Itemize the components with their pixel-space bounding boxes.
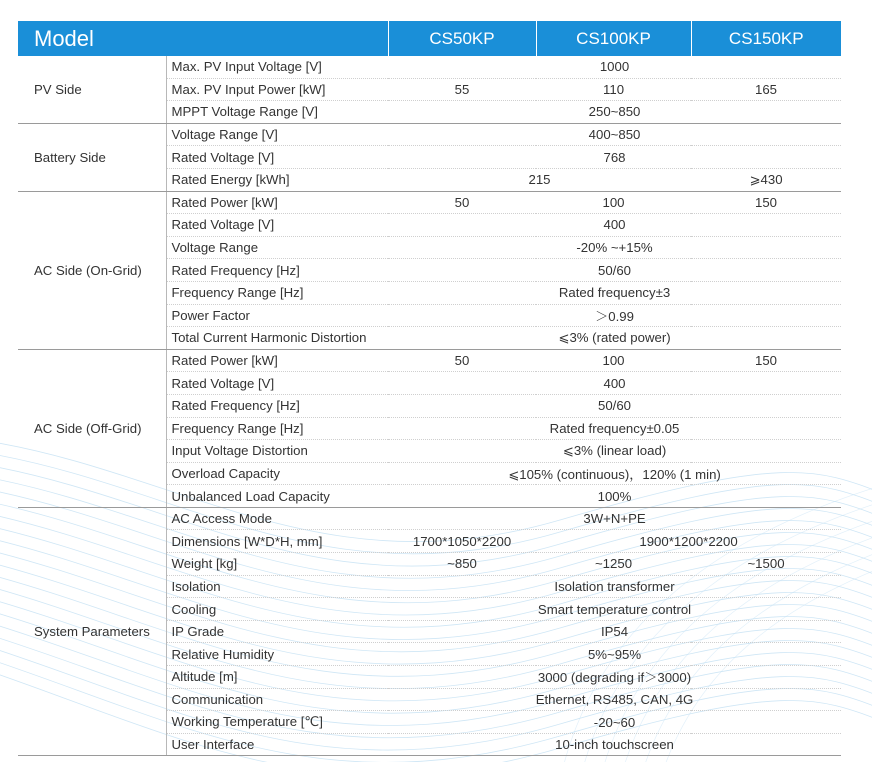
parameter-name: Rated Voltage [V] bbox=[166, 214, 388, 237]
parameter-name: Rated Frequency [Hz] bbox=[166, 394, 388, 417]
section-label: Battery Side bbox=[18, 123, 166, 191]
parameter-name: Voltage Range bbox=[166, 236, 388, 259]
parameter-value: Smart temperature control bbox=[388, 598, 841, 621]
spec-row bbox=[18, 56, 841, 78]
model-name: CS50KP bbox=[388, 21, 536, 56]
parameter-value: ~1500 bbox=[691, 553, 841, 576]
parameter-value: 100 bbox=[536, 191, 691, 214]
parameter-value: 50 bbox=[388, 191, 536, 214]
parameter-value: Ethernet, RS485, CAN, 4G bbox=[388, 688, 841, 711]
parameter-name: Max. PV Input Voltage [V] bbox=[166, 56, 388, 78]
parameter-name: Cooling bbox=[166, 598, 388, 621]
parameter-name: IP Grade bbox=[166, 620, 388, 643]
parameter-value: -20~60 bbox=[388, 711, 841, 734]
parameter-value: 100 bbox=[536, 349, 691, 372]
parameter-value: 400~850 bbox=[388, 123, 841, 146]
parameter-value: 1000 bbox=[388, 56, 841, 78]
model-name: CS150KP bbox=[691, 21, 841, 56]
parameter-name: Frequency Range [Hz] bbox=[166, 281, 388, 304]
parameter-value: 3000 (degrading if＞3000) bbox=[388, 666, 841, 689]
parameter-value: 1900*1200*2200 bbox=[536, 530, 841, 553]
parameter-name: Rated Energy [kWh] bbox=[166, 168, 388, 191]
parameter-name: Working Temperature [℃] bbox=[166, 711, 388, 734]
parameter-value: 110 bbox=[536, 78, 691, 101]
parameter-name: AC Access Mode bbox=[166, 507, 388, 530]
parameter-name: Overload Capacity bbox=[166, 462, 388, 485]
parameter-value: 50/60 bbox=[388, 394, 841, 417]
parameter-value: 400 bbox=[388, 214, 841, 237]
spec-row bbox=[18, 507, 841, 530]
section-label: System Parameters bbox=[18, 507, 166, 756]
parameter-value: 150 bbox=[691, 349, 841, 372]
section-label: AC Side (Off-Grid) bbox=[18, 349, 166, 507]
parameter-name: Voltage Range [V] bbox=[166, 123, 388, 146]
parameter-value: ⩽105% (continuous)，120% (1 min) bbox=[388, 462, 841, 485]
parameter-name: Rated Frequency [Hz] bbox=[166, 259, 388, 282]
spec-body bbox=[18, 56, 841, 756]
parameter-name: Unbalanced Load Capacity bbox=[166, 485, 388, 508]
parameter-value: -20% ~+15% bbox=[388, 236, 841, 259]
parameter-name: Communication bbox=[166, 688, 388, 711]
parameter-value: Isolation transformer bbox=[388, 575, 841, 598]
parameter-name: MPPT Voltage Range [V] bbox=[166, 101, 388, 124]
parameter-value: ＞0.99 bbox=[388, 304, 841, 327]
parameter-name: Rated Voltage [V] bbox=[166, 372, 388, 395]
parameter-value: ~1250 bbox=[536, 553, 691, 576]
parameter-value: 768 bbox=[388, 146, 841, 169]
parameter-name: Isolation bbox=[166, 575, 388, 598]
parameter-value: IP54 bbox=[388, 620, 841, 643]
parameter-name: User Interface bbox=[166, 733, 388, 756]
spec-row bbox=[18, 349, 841, 372]
section-label: PV Side bbox=[18, 56, 166, 123]
parameter-value: 5%~95% bbox=[388, 643, 841, 666]
parameter-value: 50/60 bbox=[388, 259, 841, 282]
parameter-name: Relative Humidity bbox=[166, 643, 388, 666]
parameter-value: 3W+N+PE bbox=[388, 507, 841, 530]
parameter-value: 1700*1050*2200 bbox=[388, 530, 536, 553]
parameter-value: ~850 bbox=[388, 553, 536, 576]
spec-row bbox=[18, 191, 841, 214]
parameter-value: 55 bbox=[388, 78, 536, 101]
parameter-value: ⩽3% (linear load) bbox=[388, 440, 841, 463]
parameter-name: Frequency Range [Hz] bbox=[166, 417, 388, 440]
parameter-value: 100% bbox=[388, 485, 841, 508]
parameter-name: Max. PV Input Power [kW] bbox=[166, 78, 388, 101]
parameter-name: Rated Power [kW] bbox=[166, 349, 388, 372]
parameter-value: 215 bbox=[388, 168, 691, 191]
header-row bbox=[18, 21, 841, 56]
parameter-name: Input Voltage Distortion bbox=[166, 440, 388, 463]
specification-table bbox=[18, 21, 841, 756]
parameter-name: Power Factor bbox=[166, 304, 388, 327]
model-header: Model bbox=[18, 21, 388, 56]
parameter-name: Weight [kg] bbox=[166, 553, 388, 576]
parameter-value: 10-inch touchscreen bbox=[388, 733, 841, 756]
spec-row bbox=[18, 123, 841, 146]
parameter-value: 400 bbox=[388, 372, 841, 395]
parameter-value: Rated frequency±3 bbox=[388, 281, 841, 304]
parameter-value: 250~850 bbox=[388, 101, 841, 124]
parameter-value: ⩾430 bbox=[691, 168, 841, 191]
parameter-value: 150 bbox=[691, 191, 841, 214]
model-name: CS100KP bbox=[536, 21, 691, 56]
parameter-name: Total Current Harmonic Distortion bbox=[166, 327, 388, 350]
parameter-name: Altitude [m] bbox=[166, 666, 388, 689]
parameter-value: 165 bbox=[691, 78, 841, 101]
parameter-value: 50 bbox=[388, 349, 536, 372]
parameter-name: Rated Voltage [V] bbox=[166, 146, 388, 169]
parameter-value: Rated frequency±0.05 bbox=[388, 417, 841, 440]
parameter-value: ⩽3% (rated power) bbox=[388, 327, 841, 350]
section-label: AC Side (On-Grid) bbox=[18, 191, 166, 349]
parameter-name: Dimensions [W*D*H, mm] bbox=[166, 530, 388, 553]
parameter-name: Rated Power [kW] bbox=[166, 191, 388, 214]
